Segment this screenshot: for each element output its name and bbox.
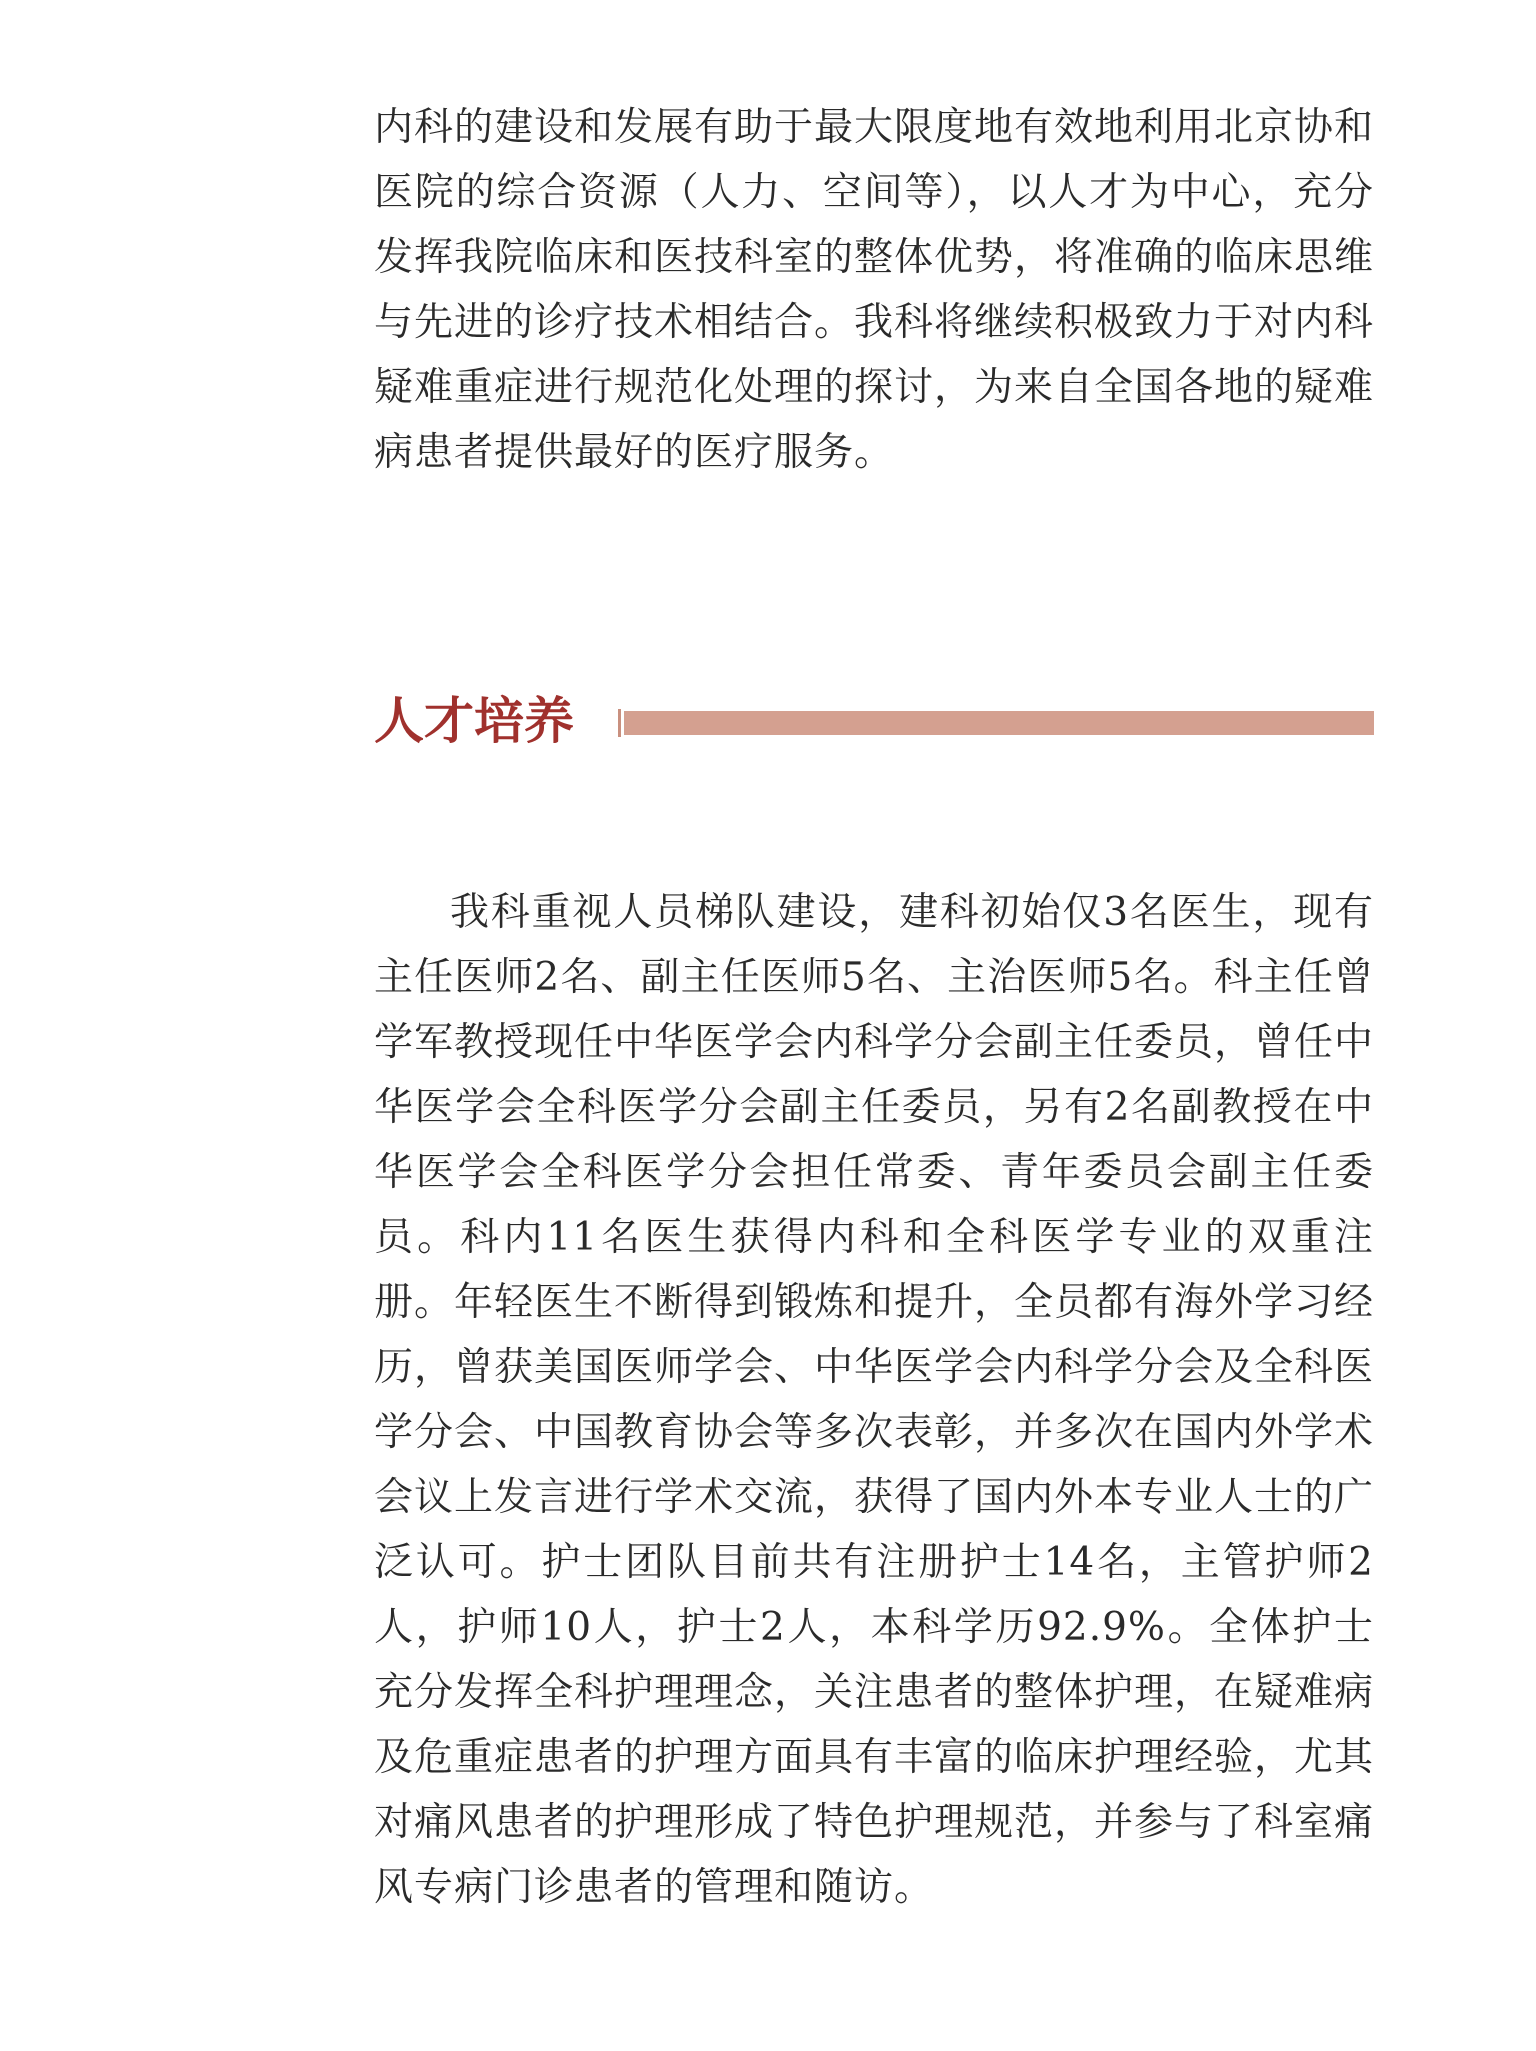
section-heading-talent-training — [374, 688, 1374, 754]
heading-divider-tick — [618, 709, 621, 737]
intro-paragraph: 内科的建设和发展有助于最大限度地有效地利用北京协和医院的综合资源（人力、空间等），以人才为中心，充分发挥我院临床和医技科室的整体优势，将准确的临床思维与先进的诊疗技术相结合。我科将继续积极致力于对内科疑难重症进行规范化处理的探讨，为来自全国各地的疑难病患者提供最好的医疗服务。 — [374, 105, 1375, 475]
heading-divider-bar — [624, 711, 1374, 735]
section-title: 人才培养 — [374, 691, 574, 750]
talent-training-paragraph: 我科重视人员梯队建设，建科初始仅3名医生，现有主任医师2名、副主任医师5名、主治医师5名。科主任曾学军教授现任中华医学会内科学分会副主任委员，曾任中华医学会全科医学分会副主任委员，另有2名副教授在中华医学会全科医学分会担任常委、青年委员会副主任委员。科内11名医生获得内科和全科医学专业的双重注册。年轻医生不断得到锻炼和提升，全员都有海外学习经历，曾获美国医师学会、中华医学会内科学分会及全科医学分会、中国教育协会等多次表彰，并多次在国内外学术会议上发言进行学术交流，获得了国内外本专业人士的广泛认可。护士团队目前共有注册护士14名，主管护师2人，护师10人，护士2人，本科学历92.9%。全体护士充分发挥全科护理理念，关注患者的整体护理，在疑难病及危重症患者的护理方面具有丰富的临床护理经验，尤其对痛风患者的护理形成了特色护理规范，并参与了科室痛风专病门诊患者的管理和随访。 — [374, 890, 1375, 1910]
